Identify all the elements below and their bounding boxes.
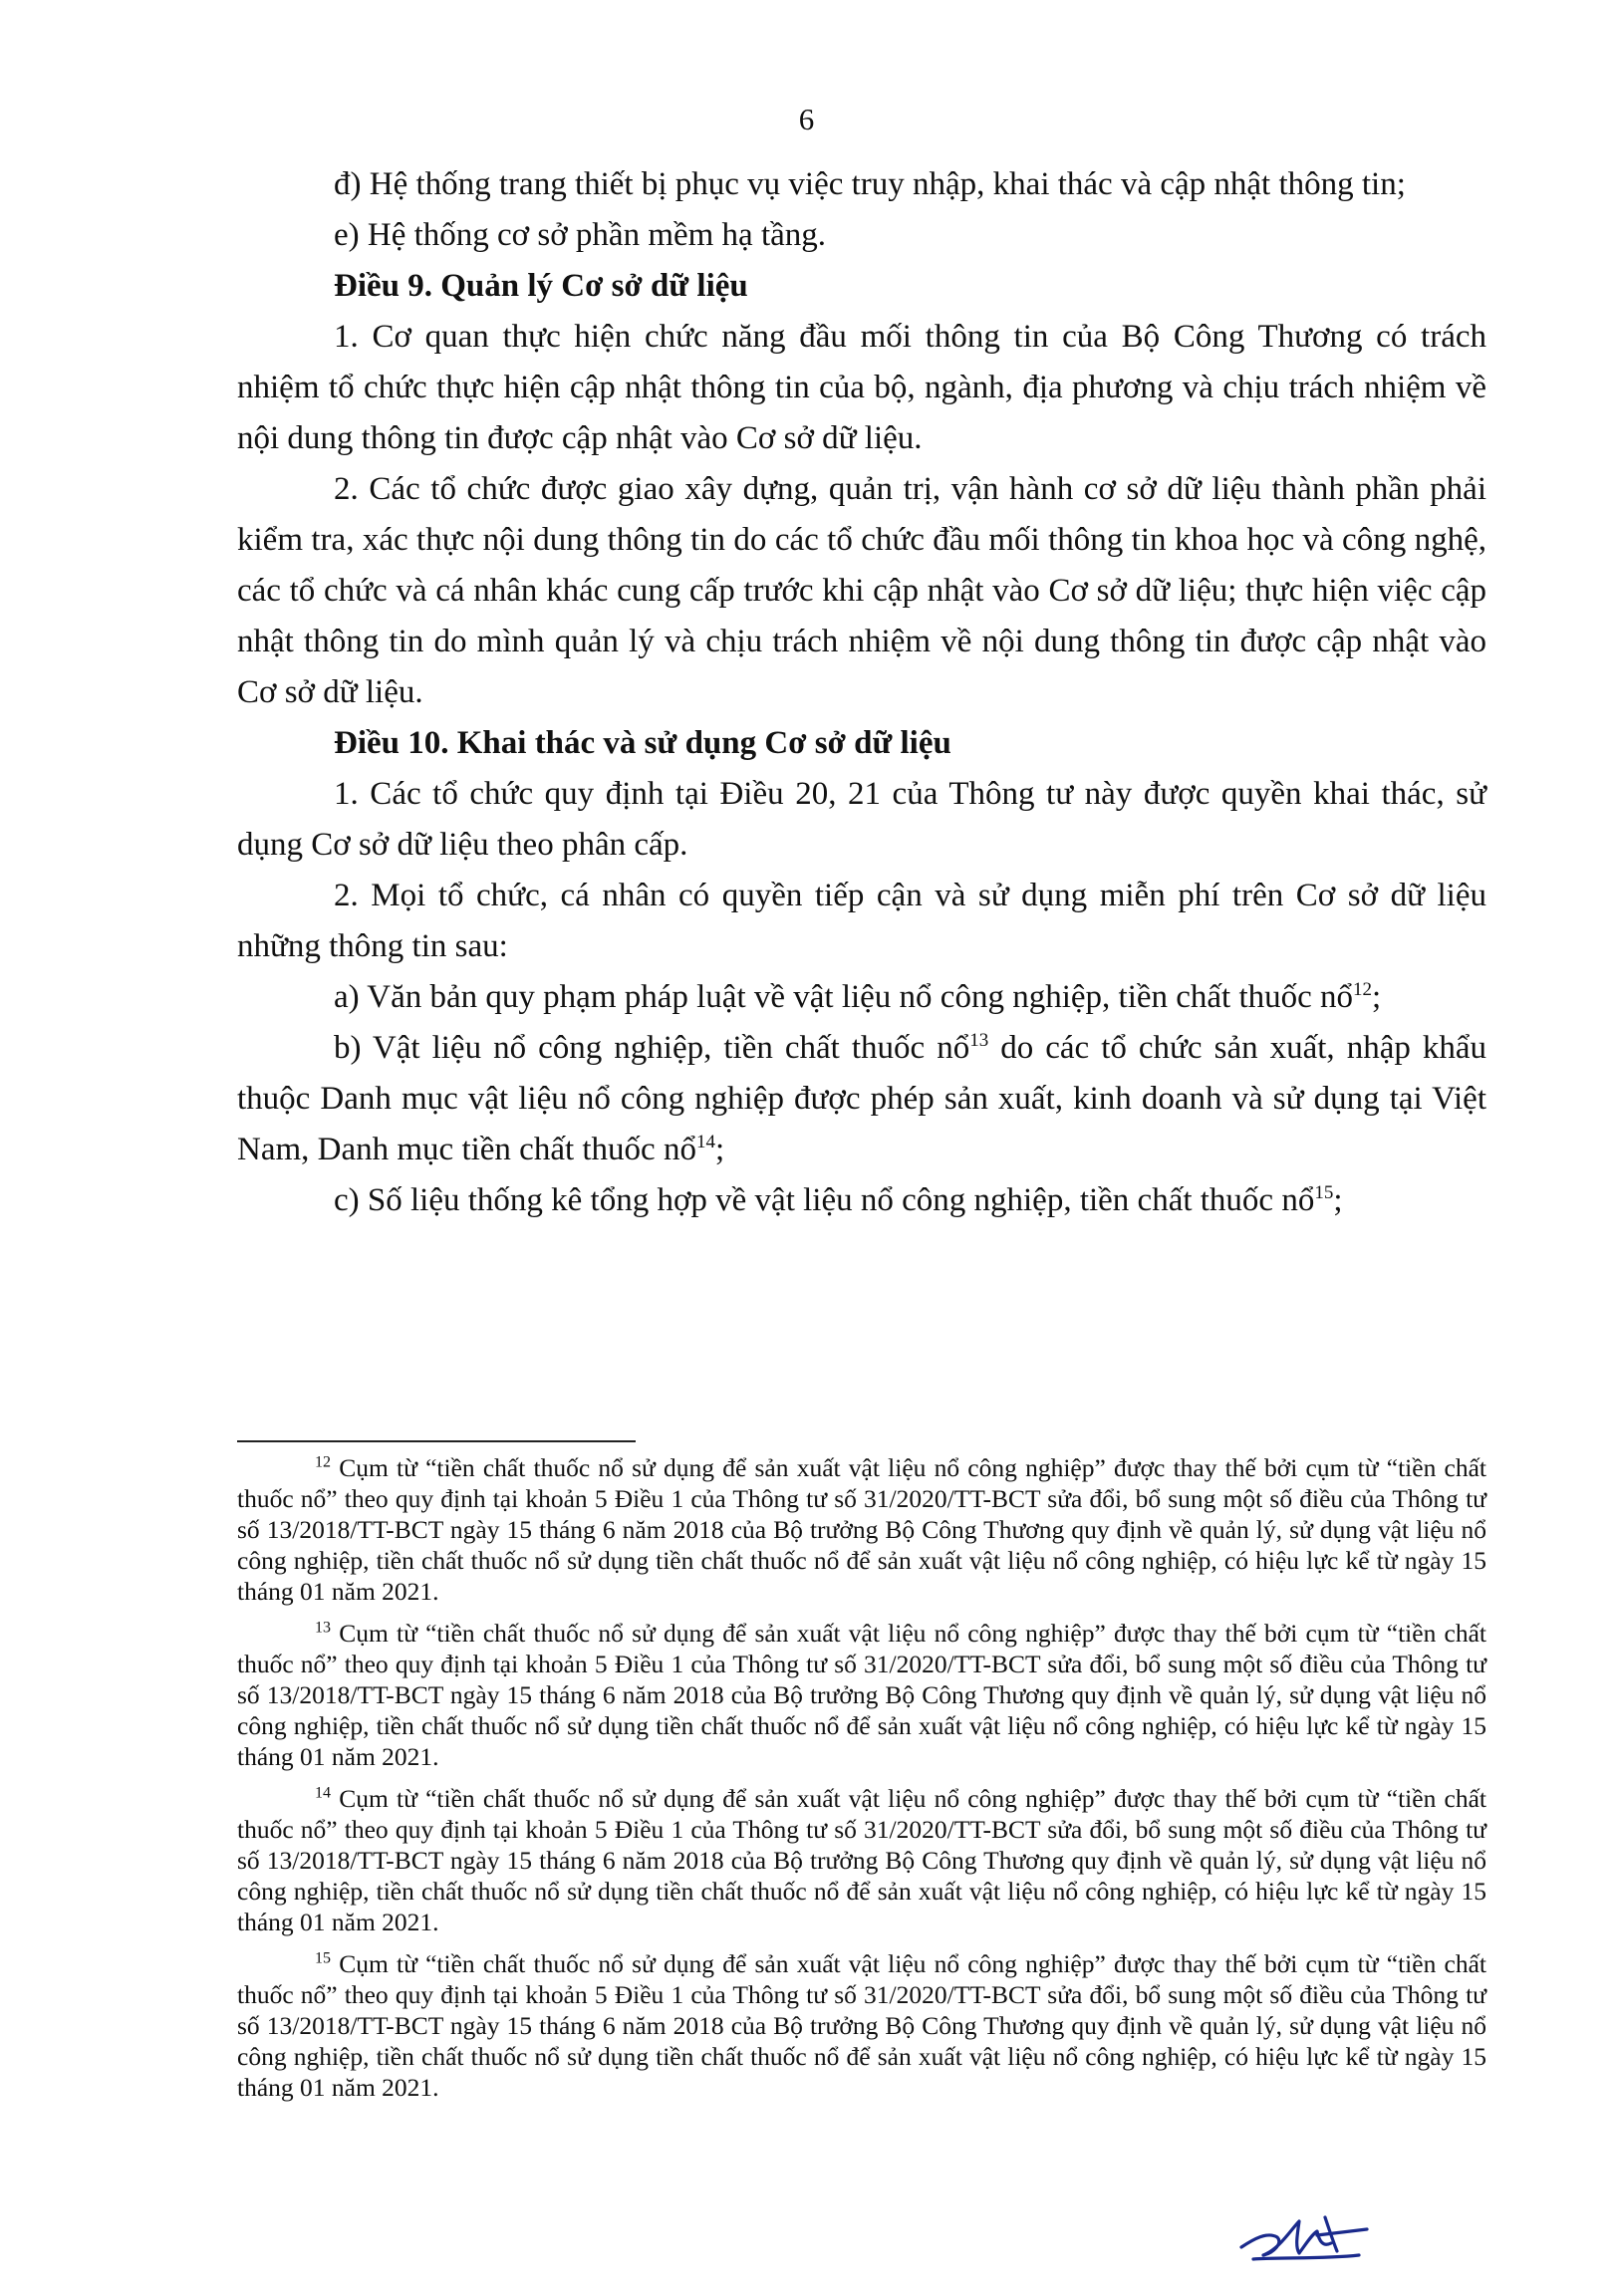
footnote-15 xyxy=(237,1948,1486,2103)
footnote-number: 14 xyxy=(315,1784,331,1802)
article-9-clause-1: 1. Cơ quan thực hiện chức năng đầu mối thông tin của Bộ Công Thương có trách nhiệm tổ chức thực hiện cập nhật thông tin của bộ, ngành, địa phương và chịu trách nhiệm về nội dung thông tin được cập nhật vào Cơ sở dữ liệu. xyxy=(237,319,1486,456)
page-number: 6 xyxy=(798,102,815,136)
footnote-ref-12[interactable]: 12 xyxy=(1353,979,1373,1000)
item-b-end: ; xyxy=(714,1132,725,1167)
footnote-ref-14[interactable]: 14 xyxy=(695,1132,715,1152)
item-d: đ) Hệ thống trang thiết bị phục vụ việc truy nhập, khai thác và cập nhật thông tin; xyxy=(334,166,1406,202)
footnote-13 xyxy=(237,1618,1486,1772)
item-a-text: a) Văn bản quy phạm pháp luật về vật liệu nổ công nghiệp, tiền chất thuốc nổ xyxy=(334,979,1354,1015)
footnote-text: Cụm từ “tiền chất thuốc nổ sử dụng để sản xuất vật liệu nổ công nghiệp” được thay thế bởi cụm từ “tiền chất thuốc nổ” theo quy định tại khoản 5 Điều 1 của Thông tư số 31/2020/TT-BCT sửa đổi, bổ sung một số điều của Thông tư số 13/2018/TT-BCT ngày 15 tháng 6 năm 2018 của Bộ trưởng Bộ Công Thương quy định về quản lý, sử dụng vật liệu nổ công nghiệp, tiền chất thuốc nổ sử dụng tiền chất thuốc nổ để sản xuất vật liệu nổ công nghiệp, có hiệu lực kể từ ngày 15 tháng 01 năm 2021. xyxy=(237,1453,1486,1606)
item-b xyxy=(237,1023,1486,1175)
footnote-14 xyxy=(237,1783,1486,1937)
article-10-clause-1: 1. Các tổ chức quy định tại Điều 20, 21 của Thông tư này được quyền khai thác, sử dụng Cơ sở dữ liệu theo phân cấp. xyxy=(237,776,1486,863)
footnote-number: 13 xyxy=(315,1619,331,1637)
footnote-number: 12 xyxy=(315,1453,331,1471)
item-e: e) Hệ thống cơ sở phần mềm hạ tầng. xyxy=(334,217,827,253)
footnote-12 xyxy=(237,1452,1486,1607)
footnote-text: Cụm từ “tiền chất thuốc nổ sử dụng để sản xuất vật liệu nổ công nghiệp” được thay thế bởi cụm từ “tiền chất thuốc nổ” theo quy định tại khoản 5 Điều 1 của Thông tư số 31/2020/TT-BCT sửa đổi, bổ sung một số điều của Thông tư số 13/2018/TT-BCT ngày 15 tháng 6 năm 2018 của Bộ trưởng Bộ Công Thương quy định về quản lý, sử dụng vật liệu nổ công nghiệp, tiền chất thuốc nổ sử dụng tiền chất thuốc nổ để sản xuất vật liệu nổ công nghiệp, có hiệu lực kể từ ngày 15 tháng 01 năm 2021. xyxy=(237,1619,1486,1771)
article-10-heading: Điều 10. Khai thác và sử dụng Cơ sở dữ liệu xyxy=(334,725,951,761)
item-b-text-1: b) Vật liệu nổ công nghiệp, tiền chất thuốc nổ xyxy=(334,1030,970,1066)
article-9-clause-2: 2. Các tổ chức được giao xây dựng, quản trị, vận hành cơ sở dữ liệu thành phần phải kiểm tra, xác thực nội dung thông tin do các tổ chức đầu mối thông tin khoa học và công nghệ, các tổ chức và cá nhân khác cung cấp trước khi cập nhật vào Cơ sở dữ liệu; thực hiện việc cập nhật thông tin do mình quản lý và chịu trách nhiệm về nội dung thông tin được cập nhật vào Cơ sở dữ liệu. xyxy=(237,471,1486,710)
footnote-text: Cụm từ “tiền chất thuốc nổ sử dụng để sản xuất vật liệu nổ công nghiệp” được thay thế bởi cụm từ “tiền chất thuốc nổ” theo quy định tại khoản 5 Điều 1 của Thông tư số 31/2020/TT-BCT sửa đổi, bổ sung một số điều của Thông tư số 13/2018/TT-BCT ngày 15 tháng 6 năm 2018 của Bộ trưởng Bộ Công Thương quy định về quản lý, sử dụng vật liệu nổ công nghiệp, tiền chất thuốc nổ sử dụng tiền chất thuốc nổ để sản xuất vật liệu nổ công nghiệp, có hiệu lực kể từ ngày 15 tháng 01 năm 2021. xyxy=(237,1784,1486,1936)
item-a xyxy=(237,972,1486,1023)
item-b-text-2: do các tổ chức sản xuất, nhập khẩu thuộc Danh mục vật liệu nổ công nghiệp được phép sản xuất, kinh doanh và sử dụng tại Việt Nam, Danh mục tiền chất thuốc nổ xyxy=(237,1030,1487,1167)
footnote-ref-13[interactable]: 13 xyxy=(969,1030,989,1051)
footnote-divider xyxy=(237,1440,636,1442)
footnote-text: Cụm từ “tiền chất thuốc nổ sử dụng để sản xuất vật liệu nổ công nghiệp” được thay thế bởi cụm từ “tiền chất thuốc nổ” theo quy định tại khoản 5 Điều 1 của Thông tư số 31/2020/TT-BCT sửa đổi, bổ sung một số điều của Thông tư số 13/2018/TT-BCT ngày 15 tháng 6 năm 2018 của Bộ trưởng Bộ Công Thương quy định về quản lý, sử dụng vật liệu nổ công nghiệp, tiền chất thuốc nổ sử dụng tiền chất thuốc nổ để sản xuất vật liệu nổ công nghiệp, có hiệu lực kể từ ngày 15 tháng 01 năm 2021. xyxy=(237,1949,1486,2102)
item-c-text: c) Số liệu thống kê tổng hợp về vật liệu nổ công nghiệp, tiền chất thuốc nổ xyxy=(334,1182,1315,1218)
signature-initials xyxy=(1233,2209,1373,2269)
footnote-number: 15 xyxy=(315,1949,331,1967)
footnotes xyxy=(237,1452,1486,2114)
item-c-end: ; xyxy=(1333,1182,1343,1218)
item-c xyxy=(237,1175,1486,1226)
body-text xyxy=(237,159,1486,1226)
article-9-heading: Điều 9. Quản lý Cơ sở dữ liệu xyxy=(334,268,748,304)
item-a-end: ; xyxy=(1372,979,1382,1015)
article-10-clause-2: 2. Mọi tổ chức, cá nhân có quyền tiếp cận và sử dụng miễn phí trên Cơ sở dữ liệu những thông tin sau: xyxy=(237,878,1486,964)
footnote-ref-15[interactable]: 15 xyxy=(1314,1182,1334,1203)
